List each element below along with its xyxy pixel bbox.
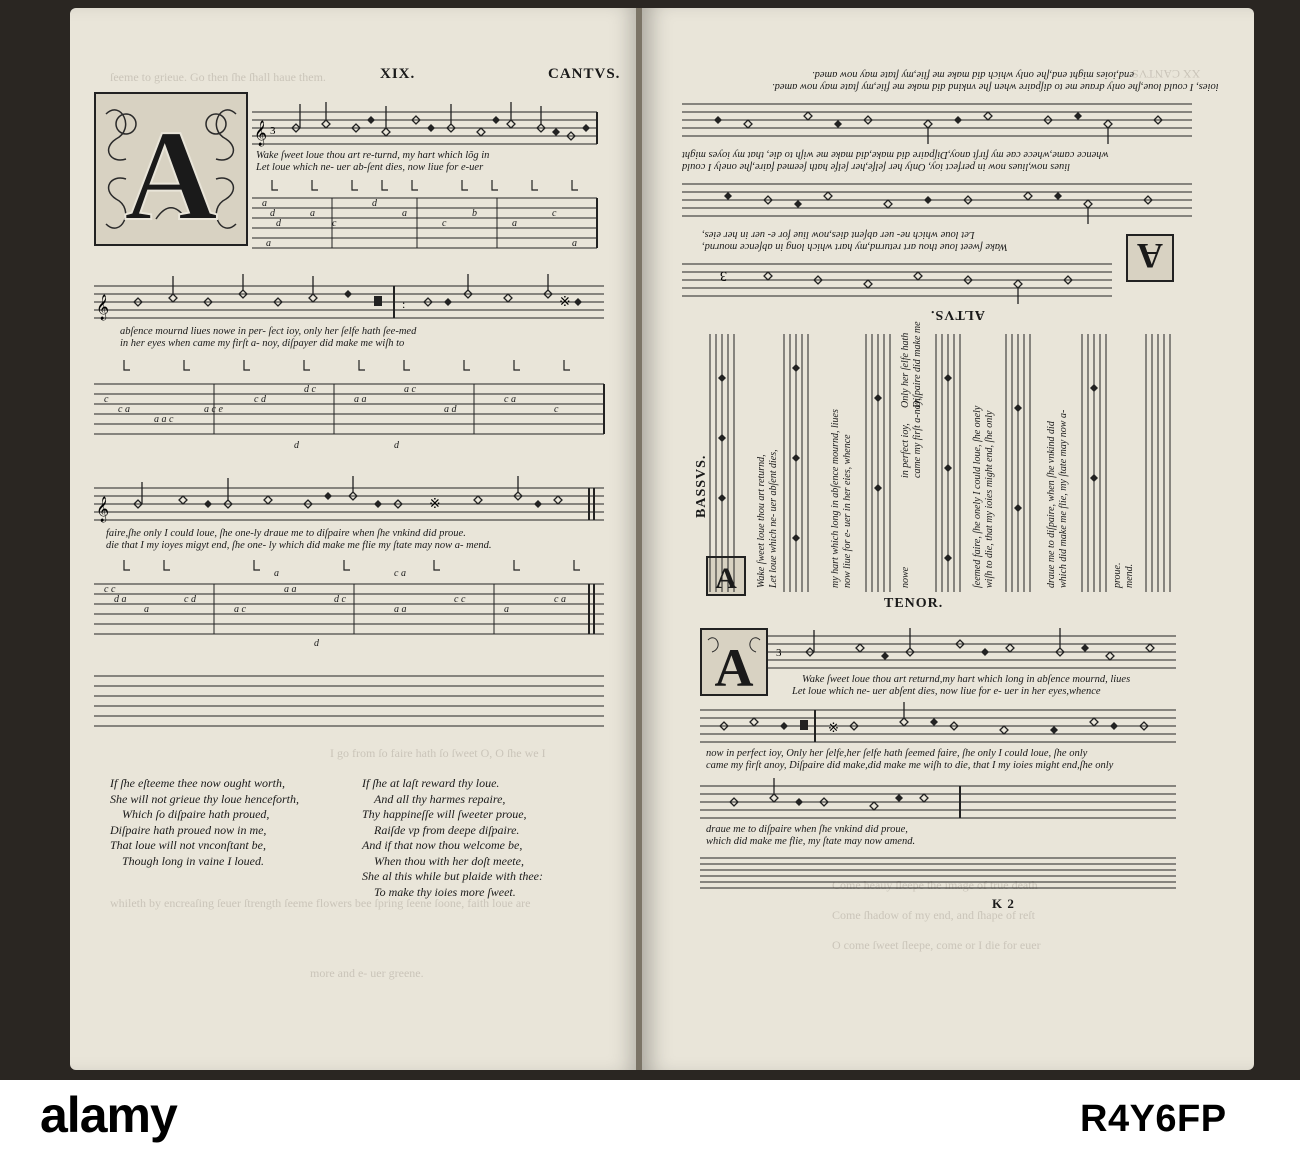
altus-staff-3 <box>682 256 1112 304</box>
tenor-staff-2 <box>700 702 1186 746</box>
lute-tablature-2 <box>94 354 622 454</box>
svg-text:c a: c a <box>504 394 516 405</box>
show-through-text: ſeeme to grieue. Go then ſhe ſhall haue them. <box>110 70 326 84</box>
poem-line: And if that now thou welcome be, <box>362 838 523 852</box>
cantus-lyric-line: Wake ſweet loue thou art re-turnd, my hart which lõg in <box>256 150 490 161</box>
svg-text:a: a <box>572 238 577 249</box>
cantus-lyric-line: in her eyes when came my firſt a- noy, diſpayer did make me wiſh to <box>120 338 405 349</box>
svg-text:c c: c c <box>104 584 116 595</box>
svg-text:d: d <box>294 440 299 451</box>
svg-text:a a: a a <box>284 584 297 595</box>
altus-staff-2 <box>682 176 1192 224</box>
svg-text:c d: c d <box>254 394 266 405</box>
tenor-lyric-line: which did make me flie, my ſtate may now amend. <box>706 836 916 847</box>
svg-text:c: c <box>442 218 447 229</box>
altus-staff-1 <box>682 96 1192 144</box>
altus-lyric-line: liues now,liues now in perfect ioy, Only her ſelfe,her ſelfe hath ſeemed faire,ſhe onely I could <box>682 161 1071 172</box>
bassus-lyric-line: draue me to diſpaire, when ſhe vnkind did <box>1046 421 1057 588</box>
svg-text:※: ※ <box>429 497 441 512</box>
poem-line: She al this while but plaide with thee: <box>362 869 543 883</box>
svg-text:c a: c a <box>554 594 566 605</box>
svg-text:a d: a d <box>444 404 457 415</box>
svg-text::: : <box>402 297 406 311</box>
show-through-text: Come heauy ſleepe the image of true death <box>832 878 1038 892</box>
left-page <box>70 8 640 1070</box>
show-through-text: Come ſhadow of my end, and ſhape of reſt <box>832 908 1035 922</box>
svg-text:c a: c a <box>118 404 130 415</box>
altus-lyric-line: ioies, I could loue,ſhe only draue me to diſpaire when ſhe vnkind did make me flie,my ſtate may now amed. <box>772 81 1219 92</box>
svg-text:c: c <box>552 208 557 219</box>
bassus-lyric-line: Diſpaire did make me <box>912 321 923 408</box>
bassus-lyric-line: which did make me flie, my ſtate may now a- <box>1058 409 1069 588</box>
svg-text:d: d <box>372 198 377 209</box>
bassus-lyric-line: my hart which long in abſence mournd, liues <box>830 409 841 588</box>
svg-text:※: ※ <box>559 295 571 310</box>
tenor-staff-3 <box>700 778 1186 822</box>
svg-text:3: 3 <box>270 125 276 137</box>
svg-text:a: a <box>310 208 315 219</box>
svg-text:alamy: alamy <box>40 1088 177 1143</box>
svg-text:A: A <box>124 104 218 246</box>
lute-tablature-1 <box>252 176 622 256</box>
altus-lyric-line: Wake ſweet loue thou art returnd,my hart which long in abſence mournd, <box>702 241 1008 252</box>
svg-text:𝄞: 𝄞 <box>254 121 268 146</box>
bassus-lyric-line: now liue for e- uer in her eies, whence <box>842 434 853 588</box>
cantus-lyric-line: Let loue which ne- uer ab-ſent dies, now liue for e-uer <box>256 162 484 173</box>
altus-lyric-line: whence came,whece cae my firſt anoy,Diſpaire did make,did make me wiſh to die, that my ioyes might <box>682 149 1109 160</box>
svg-text:3: 3 <box>720 268 727 283</box>
svg-text:a c e: a c e <box>204 404 223 415</box>
signature-mark: K 2 <box>992 896 1015 911</box>
cantus-lyric-line: die that I my ioyes migyt end, ſhe one- ly which did make me flie my ſtate may now a- mend. <box>106 540 492 551</box>
bassus-lyric-line: mend. <box>1124 563 1135 588</box>
svg-text:※: ※ <box>828 720 839 735</box>
svg-text:a: a <box>402 208 407 219</box>
svg-text:a a: a a <box>354 394 367 405</box>
svg-text:d: d <box>276 218 281 229</box>
poem-line: Raiſde vp from deepe diſpaire. <box>374 822 520 837</box>
svg-text:d: d <box>314 638 319 649</box>
cantus-staff-1 <box>252 100 622 148</box>
tenor-lyric-line: draue me to diſpaire when ſhe vnkind did proue, <box>706 824 908 835</box>
poem-line: If ſhe eſteeme thee now ought worth, <box>110 776 285 790</box>
svg-text:c: c <box>554 404 559 415</box>
svg-text:c: c <box>104 394 109 405</box>
poem-line: She will not grieue thy loue henceforth, <box>110 791 299 806</box>
poem-line: Thy happineſſe will ſweeter proue, <box>362 807 527 821</box>
empty-staff <box>94 672 622 732</box>
bassus-lyric-line: in perfect ioy, <box>900 423 911 478</box>
bassus-lyric-line: nowe <box>900 566 911 588</box>
svg-text:c d: c d <box>184 594 196 605</box>
poem-line: Though long in vaine I loued. <box>122 853 264 868</box>
svg-text:d: d <box>270 208 275 219</box>
decorated-initial-a <box>94 92 248 246</box>
svg-text:A: A <box>715 562 737 595</box>
alamy-logo <box>40 1088 220 1144</box>
show-through-text: I go from ſo faire hath ſo ſweet O, O ſhe we I <box>330 746 546 760</box>
svg-text:b: b <box>472 208 477 219</box>
bassus-lyric-line: Only her ſelfe hath <box>900 332 911 408</box>
bassus-lyric-line: wiſh to die, that my ioies might end, ſhe only <box>984 410 995 588</box>
bassus-lyric-line: Let loue which ne- uer abſent dies, <box>768 449 779 588</box>
svg-text:3: 3 <box>776 647 782 659</box>
svg-text:d c: d c <box>334 594 346 605</box>
poem-line: That loue will not vnconſtant be, <box>110 838 266 852</box>
svg-text:A: A <box>714 638 754 696</box>
svg-text:a: a <box>504 604 509 615</box>
tenor-staff-1 <box>766 628 1186 672</box>
tenor-lyric-line: Let loue which ne- uer abſent dies, now liue for e- uer in her eyes,whence <box>792 686 1101 697</box>
bassus-lyric-line: proue. <box>1112 562 1123 588</box>
show-through-text: O come ſweet ſleepe, come or I die for euer <box>832 938 1041 952</box>
show-through-text: more and e- uer greene. <box>310 966 424 980</box>
cantus-staff-3 <box>94 476 622 526</box>
altus-lyric-line: Let loue which ne- uer abſent dies,now liue for e- uer in her eies, <box>702 229 975 240</box>
svg-text:a: a <box>262 198 267 209</box>
svg-text:a: a <box>144 604 149 615</box>
bassus-lyric-line: came my firſt a-noy, <box>912 398 923 478</box>
svg-text:a: a <box>266 238 271 249</box>
bassus-label: BASSVS. <box>694 454 709 518</box>
bassus-lyric-line: Wake ſweet loue thou art returnd, <box>756 454 767 588</box>
cantus-lyric-line: abſence mournd liues nowe in per- ſect ioy, only her ſelfe hath ſee-med <box>120 326 417 337</box>
svg-text:d a: d a <box>114 594 127 605</box>
small-decorated-initial-a <box>1126 234 1174 282</box>
altus-lyric-line: end,ioies might end,ſhe only which did make me flie,my ſtate may now amed. <box>812 69 1134 80</box>
poem-line: Which ſo diſpaire hath proued, <box>122 807 270 821</box>
svg-text:𝄞: 𝄞 <box>96 295 110 320</box>
svg-text:d: d <box>394 440 399 451</box>
svg-text:d c: d c <box>304 384 316 395</box>
poem-column-2 <box>362 776 543 900</box>
poem-line: If ſhe at laſt reward thy loue. <box>362 776 500 790</box>
show-through-text: XX CANTVS <box>1132 67 1201 81</box>
page-number: XIX. <box>380 66 416 82</box>
cantus-staff-2 <box>94 274 622 324</box>
tenor-label: TENOR. <box>884 596 944 611</box>
poem-line: When thou with her doſt meete, <box>374 853 524 868</box>
part-title: CANTVS. <box>548 66 621 82</box>
lute-tablature-3 <box>94 556 622 651</box>
cantus-lyric-line: faire,ſhe only I could loue, ſhe one-ly draue me to diſpaire when ſhe vnkind did proue. <box>106 528 466 539</box>
svg-text:c c: c c <box>454 594 466 605</box>
poem-line: And all thy harmes repaire, <box>374 791 506 806</box>
tenor-lyric-line: came my firſt anoy, Diſpaire did make,did make me wiſh to die, that I my ioies might end,ſhe only <box>706 760 1114 771</box>
svg-text:𝄞: 𝄞 <box>96 497 110 522</box>
svg-text:A: A <box>1137 236 1163 276</box>
poem-column-1 <box>110 776 299 869</box>
tenor-lyric-line: now in perfect ioy, Only her ſelfe,her ſelfe hath ſeemed faire, ſhe only I could loue, ſhe only <box>706 748 1088 759</box>
svg-text:c: c <box>332 218 337 229</box>
svg-text:a c: a c <box>234 604 246 615</box>
tenor-lyric-line: Wake ſweet loue thou art returnd,my hart which long in abſence mournd, liues <box>802 674 1131 685</box>
svg-text:c a: c a <box>394 568 406 579</box>
poem-line: Diſpaire hath proued now in me, <box>110 822 267 837</box>
right-page <box>642 8 1254 1070</box>
altus-label: ALTVS. <box>930 307 985 322</box>
svg-text:a: a <box>512 218 517 229</box>
poem-line: To make thy ioies more ſweet. <box>374 884 516 899</box>
bassus-lyric-line: ſeemed faire, ſhe onely I could loue, ſhe onely <box>972 405 983 588</box>
image-id: R4Y6FP <box>1080 1098 1227 1140</box>
tenor-initial-a <box>700 628 768 696</box>
svg-text:a a c: a a c <box>154 414 174 425</box>
show-through-text: whileth by encreaſing ſeuer ſtrength ſeeme flowers bee ſpring ſeene ſoone, faith loue are <box>110 896 531 910</box>
svg-text:a a: a a <box>394 604 407 615</box>
svg-text:a: a <box>274 568 279 579</box>
svg-text:a c: a c <box>404 384 416 395</box>
